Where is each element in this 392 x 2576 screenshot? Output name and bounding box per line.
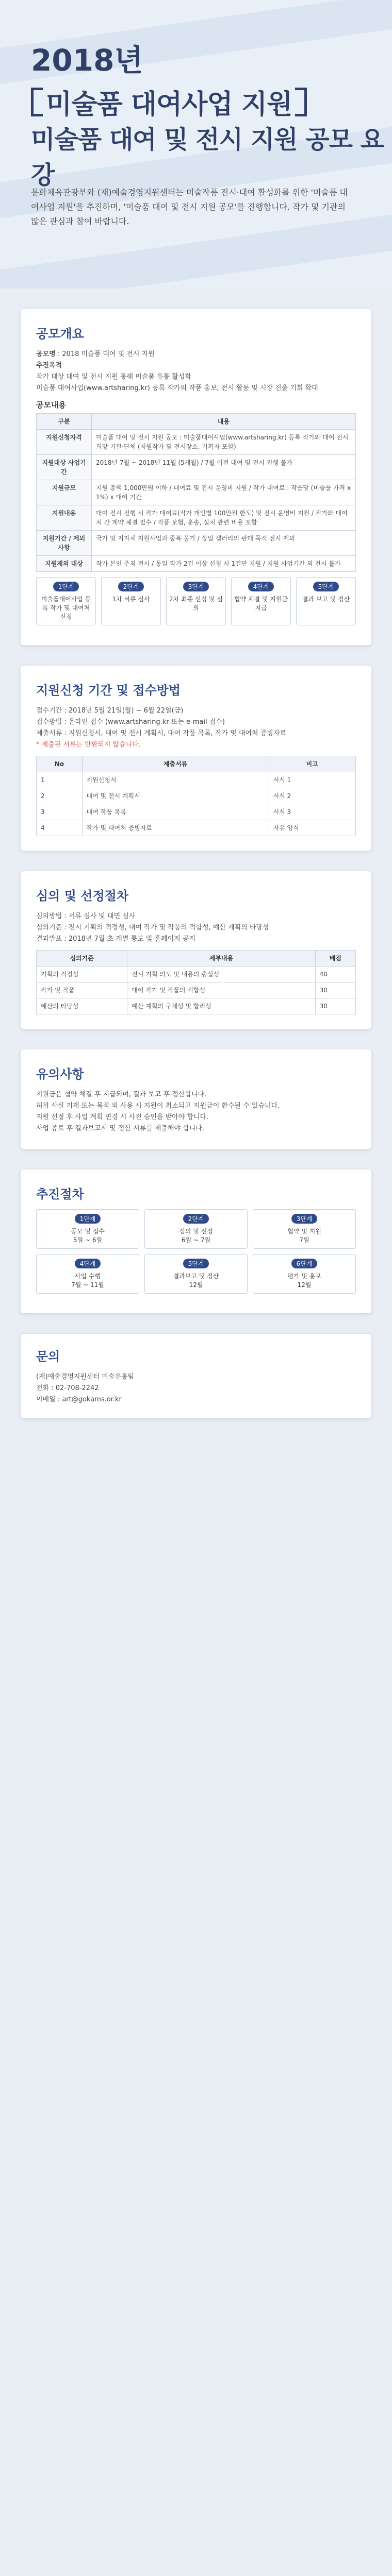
cell: 서식 1 [269, 772, 355, 788]
section-title: 문의 [36, 1349, 60, 1364]
contact-line: 전화 : 02-708-2242 [36, 1384, 99, 1392]
notice-line: 허위 사실 기재 또는 목적 외 사용 시 지원이 취소되고 지원금이 환수될 수 있습니다. [36, 1102, 280, 1110]
step-date: 7월 [299, 1236, 309, 1244]
notice-line: 지원 선정 후 사업 계획 변경 시 사전 승인을 받아야 합니다. [36, 1113, 209, 1121]
cell: 지원신청서 [82, 772, 269, 788]
step-number: 3단계 [291, 1214, 318, 1224]
step-date: 12월 [189, 1281, 203, 1289]
col-header: 제출서류 [82, 756, 269, 772]
step-text: 심의 및 선정 [179, 1228, 213, 1235]
row-value: 국가 및 지자체 지원사업과 중복 불가 / 상업 갤러리의 판매 목적 전시 제외 [92, 531, 356, 556]
step-text: 평가 및 홍보 [287, 1273, 321, 1280]
step-number: 3단계 [183, 582, 209, 591]
step-text: 결과 보고 및 정산 [302, 596, 350, 603]
notice-section [21, 1049, 371, 1149]
section-title: 추진절차 [36, 1187, 84, 1201]
apply-line: 제출서류 : 지원신청서, 대여 및 전시 계획서, 대여 작품 목록, 작가 및 대여처 증빙자료 [36, 730, 286, 737]
schedule-step [36, 1254, 139, 1294]
row-key: 지원규모 [37, 480, 92, 505]
cell: 전시 기획 의도 및 내용의 충실성 [127, 967, 315, 982]
col-header: 내용 [92, 414, 356, 430]
docs-table [36, 756, 356, 836]
step-date: 5월 ~ 6월 [73, 1236, 103, 1244]
bracket-left [31, 88, 43, 116]
cell: 30 [315, 998, 355, 1014]
review-line: 심의기준 : 전시 기획의 적정성, 대여 작가 및 작품의 적합성, 예산 계획의 타당성 [36, 924, 269, 931]
cell: 서식 2 [269, 788, 355, 804]
step-date: 6월 ~ 7월 [181, 1236, 211, 1244]
row-key: 지원신청자격 [37, 430, 92, 455]
flow-step [231, 577, 291, 625]
cell: 30 [315, 982, 355, 998]
purpose-item: 미술품 대여사업(www.artsharing.kr) 등록 작가의 작품 홍보, 전시 활동 및 시장 진출 기회 확대 [36, 384, 318, 392]
step-text: 2차 최종 선정 및 심의 [169, 596, 223, 612]
cell: 기획의 적정성 [37, 967, 127, 982]
step-text: 결과보고 및 정산 [173, 1273, 219, 1280]
review-line: 심의방법 : 서류 심사 및 대면 심사 [36, 912, 136, 920]
row-key: 지원제외 대상 [37, 556, 92, 572]
table-title: 공모내용 [36, 400, 66, 410]
cell: 대여 및 전시 계획서 [82, 788, 269, 804]
row-value: 작가 본인 주최 전시 / 동일 작가 2건 이상 신청 시 1건만 지원 / 지원 사업기간 외 전시 불가 [92, 556, 356, 572]
col-header: 배점 [315, 951, 355, 967]
row-key: 지원내용 [37, 505, 92, 531]
contact-section [21, 1334, 371, 1418]
col-header: No [37, 756, 83, 772]
hero-intro: 문화체육관광부와 (재)예술경영지원센터는 미술작품 전시·대여 활성화를 위한 '미술품 대여사업 지원'을 추진하며, '미술품 대여 및 전시 지원 공모'를 진행합니다. 작가 및 기관의 많은 관심과 참여 바랍니다. [31, 188, 348, 226]
col-header: 구분 [37, 414, 92, 430]
cell: 서식 3 [269, 804, 355, 820]
step-number: 5단계 [313, 582, 339, 591]
cell: 대여 작품 목록 [82, 804, 269, 820]
schedule-section [21, 1170, 371, 1313]
step-number: 4단계 [75, 1259, 101, 1268]
schedule-flow-row [36, 1209, 356, 1249]
col-header: 심의기준 [37, 951, 127, 967]
step-text: 1차 서류 심사 [112, 596, 150, 603]
apply-section [21, 666, 371, 851]
flow-step [296, 577, 356, 625]
step-number: 2단계 [118, 582, 144, 591]
hero-subtitle: 미술품 대여 및 전시 지원 공모 요강 [31, 125, 384, 190]
section-title: 유의사항 [36, 1067, 84, 1081]
apply-line: 접수기간 : 2018년 5월 21일(월) ~ 6월 22일(금) [36, 707, 184, 715]
row-key: 지원대상 사업기간 [37, 455, 92, 480]
step-text: 협약 체결 및 지원금 지급 [234, 596, 288, 612]
cell: 대여 작가 및 작품의 적합성 [127, 982, 315, 998]
schedule-step [253, 1254, 356, 1294]
notice-line: 지원금은 협약 체결 후 지급되며, 결과 보고 후 정산합니다. [36, 1091, 207, 1098]
section-title: 지원신청 기간 및 접수방법 [36, 683, 181, 698]
overview-table [36, 413, 356, 572]
row-value: 지원 총액 1,000만원 이하 / 대여료 및 전시 운영비 지원 / 작가 대여료 : 작품당 (미술품 가격 x 1%) x 대여 기간 [92, 480, 356, 505]
col-header: 비고 [269, 756, 355, 772]
overview-name: 공모명 : 2018 미술품 대여 및 전시 지원 [36, 350, 155, 358]
label: 추진목적 [36, 362, 62, 369]
step-date: 7월 ~ 11월 [71, 1281, 104, 1289]
cell: 1 [37, 772, 83, 788]
schedule-step [144, 1209, 248, 1249]
cell: 3 [37, 804, 83, 820]
row-value: 대여 전시 진행 시 작가 대여료(작가 개인별 100만원 한도) 및 전시 운영비 지원 / 작가와 대여처 간 계약 체결 필수 / 작품 보험, 운송, 설치 관련 비용 포함 [92, 505, 356, 531]
section-title: 심의 및 선정절차 [36, 889, 128, 903]
step-number: 5단계 [183, 1259, 209, 1268]
hero-banner [0, 0, 392, 289]
cell: 2 [37, 788, 83, 804]
flow-step [101, 577, 161, 625]
cell: 작가 및 대여처 증빙자료 [82, 820, 269, 836]
schedule-flow-row [36, 1254, 356, 1294]
cell: 40 [315, 967, 355, 982]
review-line: 결과발표 : 2018년 7월 초 개별 통보 및 홈페이지 공지 [36, 935, 195, 943]
bracket-right [295, 88, 307, 116]
process-flow [36, 577, 356, 625]
apply-line: 접수방법 : 온라인 접수 (www.artsharing.kr 또는 e-mail 접수) [36, 718, 225, 726]
step-number: 4단계 [248, 582, 274, 591]
step-text: 사업 수행 [74, 1273, 101, 1280]
row-key: 지원기간 / 제외사항 [37, 531, 92, 556]
cell: 예산의 타당성 [37, 998, 127, 1014]
hero-year: 2018년 [31, 43, 143, 78]
cell: 예산 계획의 구체성 및 합리성 [127, 998, 315, 1014]
step-number: 6단계 [291, 1259, 318, 1268]
cell: 4 [37, 820, 83, 836]
cell: 자유 양식 [269, 820, 355, 836]
contact-line: 이메일 : art@gokams.or.kr [36, 1396, 122, 1403]
hero-title [31, 82, 307, 121]
purpose-label [36, 360, 356, 371]
value: 2018 미술품 대여 및 전시 지원 [62, 350, 155, 358]
step-number: 2단계 [183, 1214, 209, 1224]
criteria-table [36, 950, 356, 1014]
schedule-step [36, 1209, 139, 1249]
step-text: 공모 및 접수 [71, 1228, 105, 1235]
apply-note: * 제출된 서류는 반환되지 않습니다. [36, 741, 141, 749]
contact-line: (재)예술경영지원센터 미술유통팀 [36, 1373, 135, 1381]
col-header: 세부내용 [127, 951, 315, 967]
schedule-step [144, 1254, 248, 1294]
overview-section [21, 309, 371, 645]
row-value: 2018년 7월 ~ 2018년 11월 (5개월) / 7월 이전 대여 및 전시 진행 불가 [92, 455, 356, 480]
label: 공모명 [36, 350, 56, 358]
step-text: 협약 및 지원 [287, 1228, 321, 1235]
notice-line: 사업 종료 후 결과보고서 및 정산 서류를 제출해야 합니다. [36, 1125, 205, 1132]
schedule-step [253, 1209, 356, 1249]
purpose-item: 작가 대상 대여 및 전시 지원 통해 미술품 유통 활성화 [36, 373, 191, 381]
step-text: 미술품대여사업 등록 작가 및 대여처 신청 [41, 596, 91, 620]
hero-title-text: 미술품 대여사업 지원 [46, 89, 292, 120]
flow-step [166, 577, 226, 625]
review-section [21, 871, 371, 1029]
step-number: 1단계 [75, 1214, 101, 1224]
flow-step [36, 577, 96, 625]
step-date: 12월 [297, 1281, 312, 1289]
section-title: 공모개요 [36, 327, 84, 341]
cell: 작가 및 작품 [37, 982, 127, 998]
row-value: 미술품 대여 및 전시 지원 공모 : 미술품대여사업(www.artsharing.kr) 등록 작가와 대여 전시 희망 기관·단체 (지원작가 및 전시장소, 기획자 포함) [92, 430, 356, 455]
step-number: 1단계 [53, 582, 79, 591]
